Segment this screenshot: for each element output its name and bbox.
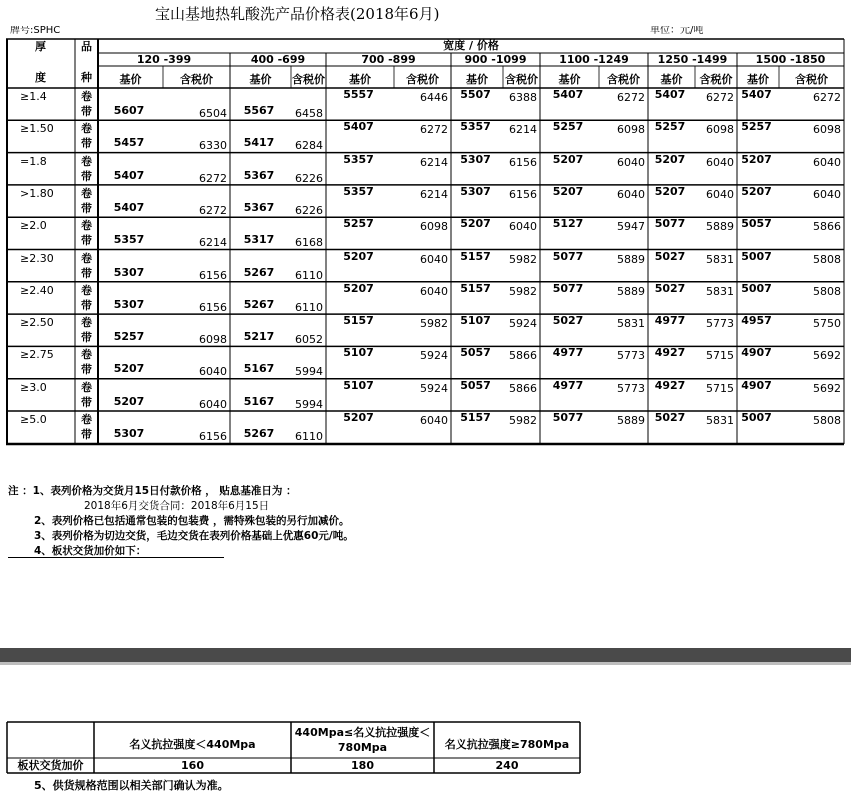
strip-price-cell: 5407 [113, 168, 145, 182]
coil-price-cell: 6040 [706, 187, 734, 201]
coil-price-cell: 4927 [654, 346, 686, 360]
brand-label: 牌号:SPHC [10, 26, 61, 34]
coil-price-cell: 6040 [420, 252, 448, 266]
coil-price-cell: 5407 [741, 88, 772, 101]
strip-price-cell: 5417 [243, 136, 275, 150]
strip-price-cell: 5994 [295, 365, 323, 379]
width-range-header: 700 -899 [361, 53, 416, 66]
coil-price-cell: 4977 [552, 346, 584, 360]
coil-price-cell: 5831 [706, 284, 734, 298]
coil-price-cell: 5257 [654, 120, 686, 134]
thickness-label: ≥2.75 [20, 348, 54, 362]
base-price-header: 基价 [119, 73, 142, 86]
coil-price-cell: 5027 [654, 249, 686, 263]
tax-price-header: 含税价 [795, 73, 828, 86]
strip-price-cell: 5317 [243, 233, 275, 247]
strip-price-cell: 5267 [243, 427, 275, 440]
page-break-shadow [0, 662, 851, 665]
coil-price-cell: 6214 [420, 155, 448, 169]
product-header: 品 [81, 40, 92, 53]
strip-price-cell: 6330 [199, 139, 227, 153]
note-4: 4、板状交货加价如下： [34, 545, 147, 557]
coil-price-cell: 6098 [617, 123, 645, 137]
product-strip-label: 带 [81, 298, 92, 312]
coil-price-cell: 5982 [509, 414, 537, 427]
coil-price-cell: 4907 [741, 346, 772, 360]
strip-price-cell: 6156 [199, 430, 227, 443]
strip-price-cell: 6272 [199, 203, 227, 217]
strip-price-cell: 5267 [243, 265, 275, 279]
plate-surcharge-table [7, 722, 580, 774]
thickness-label: ≥2.50 [20, 316, 54, 330]
strip-price-cell: 6040 [199, 365, 227, 379]
plate-surcharge-value: 240 [495, 759, 519, 772]
coil-price-cell: 5507 [460, 88, 491, 101]
strip-price-cell: 6110 [295, 430, 323, 443]
base-price-header: 基价 [249, 73, 272, 86]
coil-price-cell: 5077 [552, 249, 584, 263]
strip-price-cell: 5407 [113, 200, 145, 214]
coil-price-cell: 5357 [343, 152, 374, 166]
product-coil-label: 卷 [81, 154, 92, 168]
coil-price-cell: 5947 [617, 220, 645, 234]
coil-price-cell: 5007 [741, 249, 772, 263]
note-date: 2018年6月交货合同：2018年6月15日 [84, 500, 270, 512]
coil-price-cell: 5027 [552, 314, 584, 328]
strip-price-cell: 5207 [113, 362, 145, 376]
page-title: 宝山基地热轧酸洗产品价格表(2018年6月) [155, 5, 440, 23]
thickness-label: ≥1.4 [20, 90, 47, 103]
width-range-header: 120 -399 [136, 53, 192, 66]
coil-price-cell: 5808 [813, 284, 841, 298]
coil-price-cell: 5157 [460, 281, 491, 295]
strip-price-cell: 6156 [199, 300, 227, 314]
thickness-label: ≥2.40 [20, 283, 54, 297]
coil-price-cell: 5207 [552, 184, 584, 198]
product-strip-label: 带 [81, 234, 92, 248]
product-strip-label: 带 [81, 266, 92, 280]
coil-price-cell: 5007 [741, 411, 772, 424]
coil-price-cell: 5077 [552, 411, 584, 424]
coil-price-cell: 5257 [552, 120, 584, 134]
coil-price-cell: 5207 [654, 184, 686, 198]
product-strip-label: 带 [81, 169, 92, 183]
product-header-2: 种 [81, 71, 92, 84]
tax-price-header: 含税价 [180, 73, 213, 86]
coil-price-cell: 5715 [706, 381, 734, 395]
coil-price-cell: 6214 [509, 123, 537, 137]
coil-price-cell: 5257 [343, 217, 374, 231]
product-strip-label: 带 [81, 137, 92, 151]
coil-price-cell: 5077 [552, 281, 584, 295]
coil-price-cell: 6272 [706, 91, 734, 104]
strip-price-cell: 5307 [113, 297, 145, 311]
plate-header-mid-2: 780Mpa [337, 741, 388, 754]
coil-price-cell: 6040 [617, 187, 645, 201]
strip-price-cell: 6098 [199, 333, 227, 347]
coil-price-cell: 5207 [741, 152, 772, 166]
strip-price-cell: 5217 [243, 330, 275, 344]
coil-price-cell: 5357 [460, 120, 491, 134]
note-3: 3、表列价格为切边交货，毛边交货在表列价格基础上优惠60元/吨。 [34, 530, 354, 542]
coil-price-cell: 6040 [813, 155, 841, 169]
coil-price-cell: 5692 [813, 349, 841, 363]
note-underline [8, 557, 224, 558]
coil-price-cell: 5924 [509, 317, 537, 331]
coil-price-cell: 6040 [509, 220, 537, 234]
coil-price-cell: 5889 [617, 284, 645, 298]
base-price-header: 基价 [660, 73, 683, 86]
coil-price-cell: 5107 [343, 378, 374, 392]
product-coil-label: 卷 [81, 283, 92, 297]
plate-header-high: 名义抗拉强度≥780Mpa [444, 738, 570, 751]
width-range-header: 1100 -1249 [559, 53, 629, 66]
strip-price-cell: 6156 [199, 268, 227, 282]
coil-price-cell: 5207 [343, 281, 374, 295]
coil-price-cell: 5924 [420, 381, 448, 395]
coil-price-cell: 6446 [420, 91, 448, 104]
price-table [6, 39, 844, 444]
strip-price-cell: 6504 [199, 107, 227, 120]
coil-price-cell: 5557 [343, 88, 374, 101]
notes-section [8, 484, 354, 559]
coil-price-cell: 5773 [706, 317, 734, 331]
plate-header-low: 名义抗拉强度＜440Mpa [129, 738, 256, 751]
coil-price-cell: 5207 [654, 152, 686, 166]
plate-row-label: 板状交货加价 [17, 759, 84, 772]
coil-price-cell: 6040 [813, 187, 841, 201]
coil-price-cell: 5007 [741, 281, 772, 295]
coil-price-cell: 6040 [420, 414, 448, 427]
coil-price-cell: 5257 [741, 120, 772, 134]
product-strip-label: 带 [81, 105, 92, 118]
thickness-label: ≥1.50 [20, 122, 54, 136]
width-range-header: 1500 -1850 [755, 53, 826, 66]
coil-price-cell: 5808 [813, 252, 841, 266]
product-coil-label: 卷 [81, 251, 92, 265]
coil-price-cell: 5808 [813, 414, 841, 427]
coil-price-cell: 6214 [420, 187, 448, 201]
coil-price-cell: 5407 [552, 88, 584, 101]
coil-price-cell: 5027 [654, 281, 686, 295]
coil-price-cell: 5207 [343, 249, 374, 263]
tax-price-header: 含税价 [607, 73, 640, 86]
product-strip-label: 带 [81, 331, 92, 345]
base-price-header: 基价 [466, 73, 488, 86]
thickness-label: ≥5.0 [20, 413, 47, 426]
product-strip-label: 带 [81, 363, 92, 377]
coil-price-cell: 6156 [509, 155, 537, 169]
plate-header-mid: 440Mpa≤名义抗拉强度＜ [294, 726, 431, 739]
tax-price-header: 含税价 [292, 73, 325, 86]
coil-price-cell: 5207 [552, 152, 584, 166]
product-strip-label: 带 [81, 201, 92, 215]
thickness-label: ≥2.0 [20, 219, 47, 233]
thickness-label: =1.8 [20, 154, 47, 168]
coil-price-cell: 5889 [617, 252, 645, 266]
strip-price-cell: 5267 [243, 297, 275, 311]
coil-price-cell: 6098 [420, 220, 448, 234]
width-range-header: 900 -1099 [464, 53, 527, 66]
width-price-header: 宽度 / 价格 [443, 39, 499, 52]
coil-price-cell: 4977 [654, 314, 686, 328]
coil-price-cell: 5127 [552, 217, 584, 231]
thickness-header: 厚 [35, 40, 46, 53]
coil-price-cell: 5057 [741, 217, 772, 231]
strip-price-cell: 5167 [243, 394, 275, 408]
product-coil-label: 卷 [81, 219, 92, 233]
coil-price-cell: 6272 [420, 123, 448, 137]
coil-price-cell: 6040 [617, 155, 645, 169]
base-price-header: 基价 [747, 73, 769, 86]
coil-price-cell: 6098 [706, 123, 734, 137]
width-range-header: 1250 -1499 [657, 53, 728, 66]
coil-price-cell: 5866 [509, 381, 537, 395]
coil-price-cell: 5773 [617, 349, 645, 363]
page-break-bar [0, 648, 851, 662]
note-1: 注 ：1、表列价格为交货月15日付款价格 ， 贴息基准日为 ： [8, 485, 297, 497]
thickness-label: ≥2.30 [20, 251, 54, 265]
coil-price-cell: 5831 [706, 252, 734, 266]
product-strip-label: 带 [81, 395, 92, 409]
strip-price-cell: 5257 [113, 330, 145, 344]
unit-label: 单位：元/吨 [650, 26, 704, 34]
strip-price-cell: 5307 [113, 427, 145, 440]
tax-price-header: 含税价 [406, 73, 439, 86]
strip-price-cell: 5307 [113, 265, 145, 279]
coil-price-cell: 5357 [343, 184, 374, 198]
note-5: 5、供货规格范围以相关部门确认为准。 [34, 779, 229, 792]
coil-price-cell: 5773 [617, 381, 645, 395]
coil-price-cell: 5207 [460, 217, 491, 231]
coil-price-cell: 4907 [741, 378, 772, 392]
base-price-header: 基价 [349, 73, 371, 86]
strip-price-cell: 5367 [243, 168, 275, 182]
coil-price-cell: 6272 [617, 91, 645, 104]
coil-price-cell: 6156 [509, 187, 537, 201]
strip-price-cell: 5567 [243, 104, 275, 117]
thickness-header-2: 度 [35, 71, 46, 84]
coil-price-cell: 5831 [617, 317, 645, 331]
coil-price-cell: 5889 [617, 414, 645, 427]
coil-price-cell: 5982 [420, 317, 448, 331]
strip-price-cell: 6272 [199, 171, 227, 185]
coil-price-cell: 5157 [460, 249, 491, 263]
strip-price-cell: 6284 [295, 139, 323, 153]
coil-price-cell: 5207 [343, 411, 374, 424]
product-coil-label: 卷 [81, 316, 92, 330]
note-2: 2、表列价格已包括通常包装的包装费 ，需特殊包装的另行加减价。 [34, 515, 350, 527]
thickness-label: ≥3.0 [20, 380, 47, 394]
coil-price-cell: 4927 [654, 378, 686, 392]
coil-price-cell: 5107 [343, 346, 374, 360]
plate-surcharge-value: 160 [181, 759, 204, 772]
coil-price-cell: 6272 [813, 91, 841, 104]
coil-price-cell: 5207 [741, 184, 772, 198]
coil-price-cell: 4977 [552, 378, 584, 392]
coil-price-cell: 5057 [460, 346, 491, 360]
strip-price-cell: 5457 [113, 136, 145, 150]
coil-price-cell: 5982 [509, 284, 537, 298]
tax-price-header: 含税价 [699, 73, 733, 86]
product-strip-label: 带 [81, 428, 92, 441]
strip-price-cell: 6052 [295, 333, 323, 347]
strip-price-cell: 5994 [295, 397, 323, 411]
coil-price-cell: 5107 [460, 314, 491, 328]
coil-price-cell: 5866 [813, 220, 841, 234]
coil-price-cell: 4957 [741, 314, 772, 328]
coil-price-cell: 6388 [509, 91, 537, 104]
strip-price-cell: 6226 [295, 203, 323, 217]
plate-surcharge-value: 180 [351, 759, 374, 772]
coil-price-cell: 5407 [654, 88, 686, 101]
strip-price-cell: 6040 [199, 397, 227, 411]
product-coil-label: 卷 [81, 380, 92, 394]
coil-price-cell: 6040 [420, 284, 448, 298]
strip-price-cell: 5357 [113, 233, 145, 247]
product-coil-label: 卷 [81, 186, 92, 200]
base-price-header: 基价 [558, 73, 581, 86]
strip-price-cell: 5167 [243, 362, 275, 376]
coil-price-cell: 5157 [460, 411, 491, 424]
strip-price-cell: 6110 [295, 300, 323, 314]
product-coil-label: 卷 [81, 348, 92, 362]
coil-price-cell: 5866 [509, 349, 537, 363]
coil-price-cell: 5407 [343, 120, 374, 134]
coil-price-cell: 5692 [813, 381, 841, 395]
coil-price-cell: 5307 [460, 184, 491, 198]
thickness-label: >1.80 [20, 186, 54, 200]
strip-price-cell: 6214 [199, 236, 227, 250]
strip-price-cell: 6458 [295, 107, 323, 120]
strip-price-cell: 5207 [113, 394, 145, 408]
coil-price-cell: 5982 [509, 252, 537, 266]
product-coil-label: 卷 [81, 122, 92, 136]
strip-price-cell: 6226 [295, 171, 323, 185]
strip-price-cell: 6168 [295, 236, 323, 250]
coil-price-cell: 5889 [706, 220, 734, 234]
coil-price-cell: 5027 [654, 411, 686, 424]
tax-price-header: 含税价 [505, 73, 538, 86]
strip-price-cell: 5367 [243, 200, 275, 214]
coil-price-cell: 5750 [813, 317, 841, 331]
product-coil-label: 卷 [81, 90, 92, 103]
coil-price-cell: 6098 [813, 123, 841, 137]
width-range-header: 400 -699 [250, 53, 306, 66]
strip-price-cell: 6110 [295, 268, 323, 282]
coil-price-cell: 5057 [460, 378, 491, 392]
coil-price-cell: 5924 [420, 349, 448, 363]
coil-price-cell: 5715 [706, 349, 734, 363]
coil-price-cell: 5831 [706, 414, 734, 427]
strip-price-cell: 5607 [113, 104, 145, 117]
product-coil-label: 卷 [81, 413, 92, 426]
coil-price-cell: 5157 [343, 314, 374, 328]
coil-price-cell: 5307 [460, 152, 491, 166]
coil-price-cell: 5077 [654, 217, 686, 231]
coil-price-cell: 6040 [706, 155, 734, 169]
